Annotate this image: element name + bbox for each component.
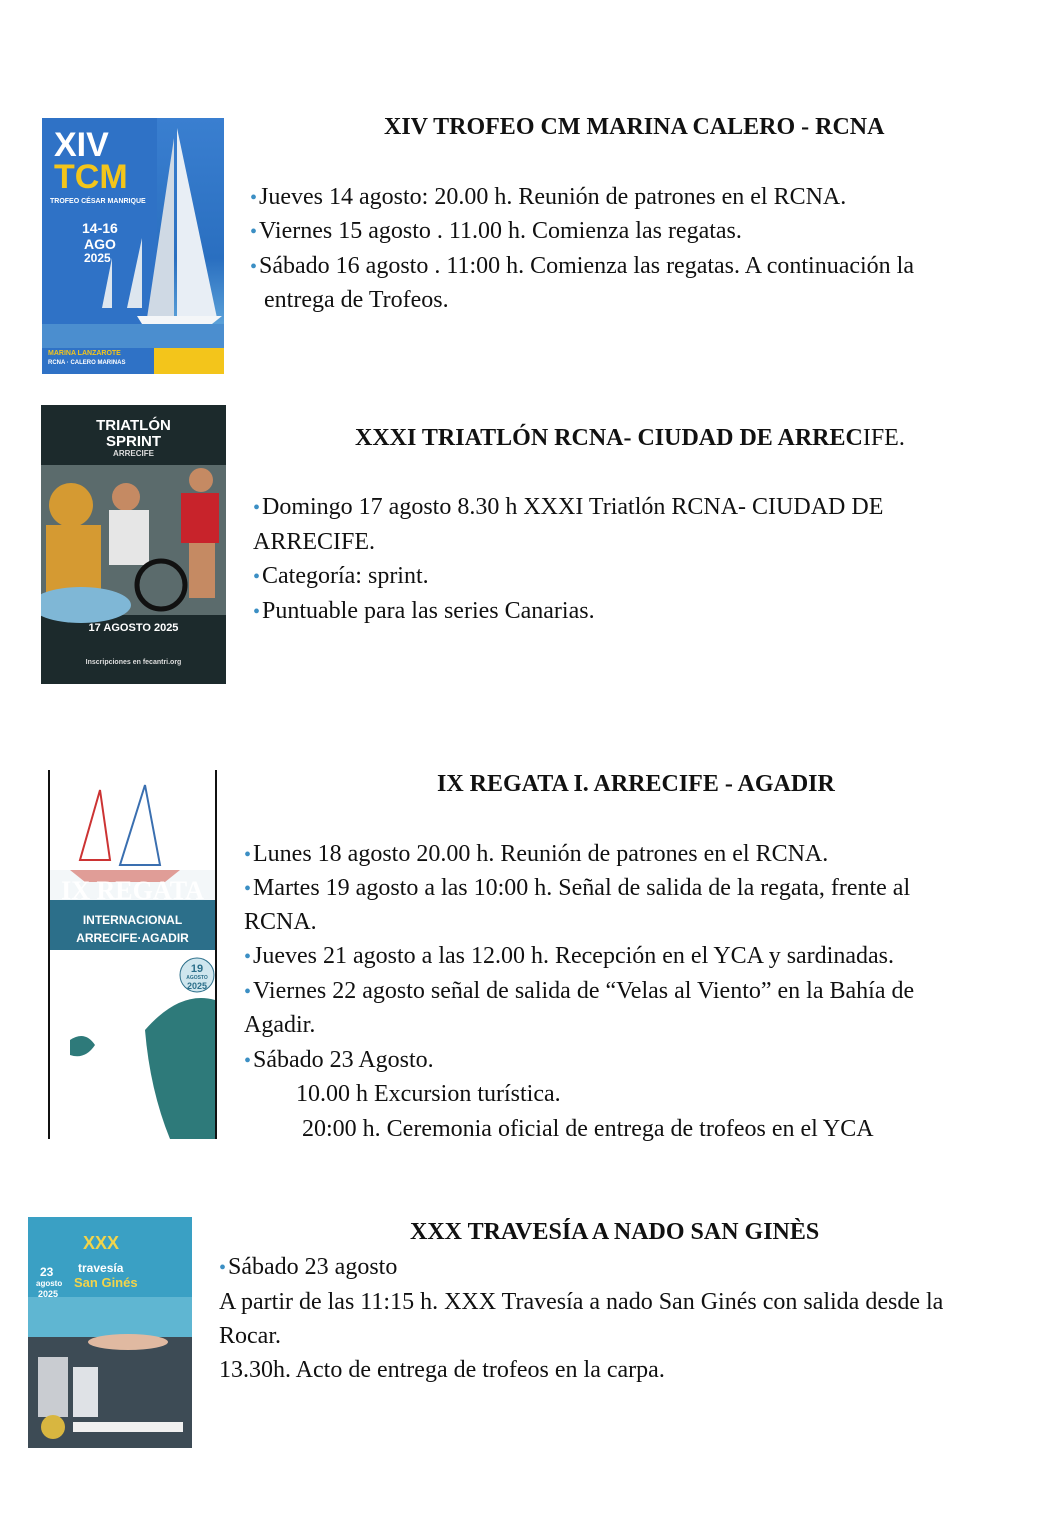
section-3-line-9: 20:00 h. Ceremonia oficial de entrega de trofeos en el YCA: [302, 1116, 874, 1142]
section-1-title: XIV TROFEO CM MARINA CALERO - RCNA: [384, 114, 885, 140]
poster-footer-1: MARINA LANZAROTE: [48, 350, 121, 357]
section-3-line-8: 10.00 h Excursion turística.: [296, 1081, 561, 1107]
poster-big-text-2: TCM: [54, 158, 128, 196]
poster-footer: Inscripciones en fecantri.org: [85, 659, 182, 666]
poster-year: 2025: [186, 981, 208, 991]
poster-title-2: SPRINT: [105, 433, 161, 450]
poster-date: 17 AGOSTO 2025: [88, 622, 179, 634]
section-4-title: XXX TRAVESÍA A NADO SAN GINÈS: [410, 1219, 820, 1245]
poster-date-2: agosto: [36, 1279, 63, 1288]
section-2-line-2: ARRECIFE.: [253, 529, 376, 555]
poster-month: AGO: [84, 236, 116, 252]
poster-trofeo-cm: [42, 118, 224, 374]
poster-travesia: [28, 1217, 192, 1448]
poster-big-text: XIV: [54, 126, 109, 164]
poster-title-1: IX REGATA: [61, 876, 204, 905]
section-3-title: IX REGATA I. ARRECIFE - AGADIR: [437, 771, 835, 797]
section-1-line-3: •Sábado 16 agosto . 11:00 h. Comienza las regatas. A continuación la: [250, 253, 914, 279]
poster-title-2: INTERNACIONAL: [82, 913, 183, 927]
poster-date-1: 23: [40, 1265, 54, 1279]
section-3-line-6: Agadir.: [244, 1012, 316, 1038]
poster-title-3: ARRECIFE: [113, 449, 154, 458]
poster-day: 19: [190, 963, 204, 975]
poster-title-1: XXX: [83, 1233, 120, 1253]
section-3-line-2: •Martes 19 agosto a las 10:00 h. Señal de salida de la regata, frente al: [244, 875, 911, 901]
section-3-line-1: •Lunes 18 agosto 20.00 h. Reunión de patrones en el RCNA.: [244, 841, 829, 867]
section-1-line-4: entrega de Trofeos.: [264, 287, 449, 313]
poster-year: 2025: [84, 251, 111, 265]
section-2-line-3: •Categoría: sprint.: [253, 563, 429, 589]
section-1-line-2: •Viernes 15 agosto . 11.00 h. Comienza las regatas.: [250, 218, 742, 244]
section-2-title: XXXI TRIATLÓN RCNA- CIUDAD DE ARRECIFE.: [355, 425, 905, 451]
poster-title-3: San Ginés: [74, 1275, 138, 1290]
regata-graphic: [50, 770, 215, 1139]
section-4-line-3: Rocar.: [219, 1323, 281, 1349]
section-3-line-7: •Sábado 23 Agosto.: [244, 1047, 434, 1073]
poster-dates: 14-16: [82, 220, 118, 236]
poster-footer-2: RCNA · CALERO MARINAS: [48, 360, 126, 366]
section-4-line-4: 13.30h. Acto de entrega de trofeos en la carpa.: [219, 1357, 665, 1383]
section-4-line-2: A partir de las 11:15 h. XXX Travesía a nado San Ginés con salida desde la: [219, 1289, 944, 1315]
section-3-line-4: •Jueves 21 agosto a las 12.00 h. Recepción en el YCA y sardinadas.: [244, 943, 894, 969]
section-3-line-5: •Viernes 22 agosto señal de salida de “Velas al Viento” en la Bahía de: [244, 978, 915, 1004]
section-4-line-1: •Sábado 23 agosto: [219, 1254, 398, 1280]
poster-title-2: travesía: [78, 1261, 124, 1275]
poster-month: AGOSTO: [186, 975, 208, 981]
poster-title-1: TRIATLÓN: [96, 417, 171, 434]
poster-title-3: ARRECIFE·AGADIR: [76, 931, 189, 945]
poster-triatlon: [41, 405, 226, 684]
section-2-line-4: •Puntuable para las series Canarias.: [253, 598, 595, 624]
section-2-line-1: •Domingo 17 agosto 8.30 h XXXI Triatlón RCNA- CIUDAD DE: [253, 494, 884, 520]
section-1-line-1: •Jueves 14 agosto: 20.00 h. Reunión de patrones en el RCNA.: [250, 184, 847, 210]
section-3-line-3: RCNA.: [244, 909, 317, 935]
poster-date-3: 2025: [38, 1289, 59, 1299]
poster-subtitle: TROFEO CÉSAR MANRIQUE: [50, 198, 146, 205]
poster-regata-agadir: [48, 770, 217, 1139]
